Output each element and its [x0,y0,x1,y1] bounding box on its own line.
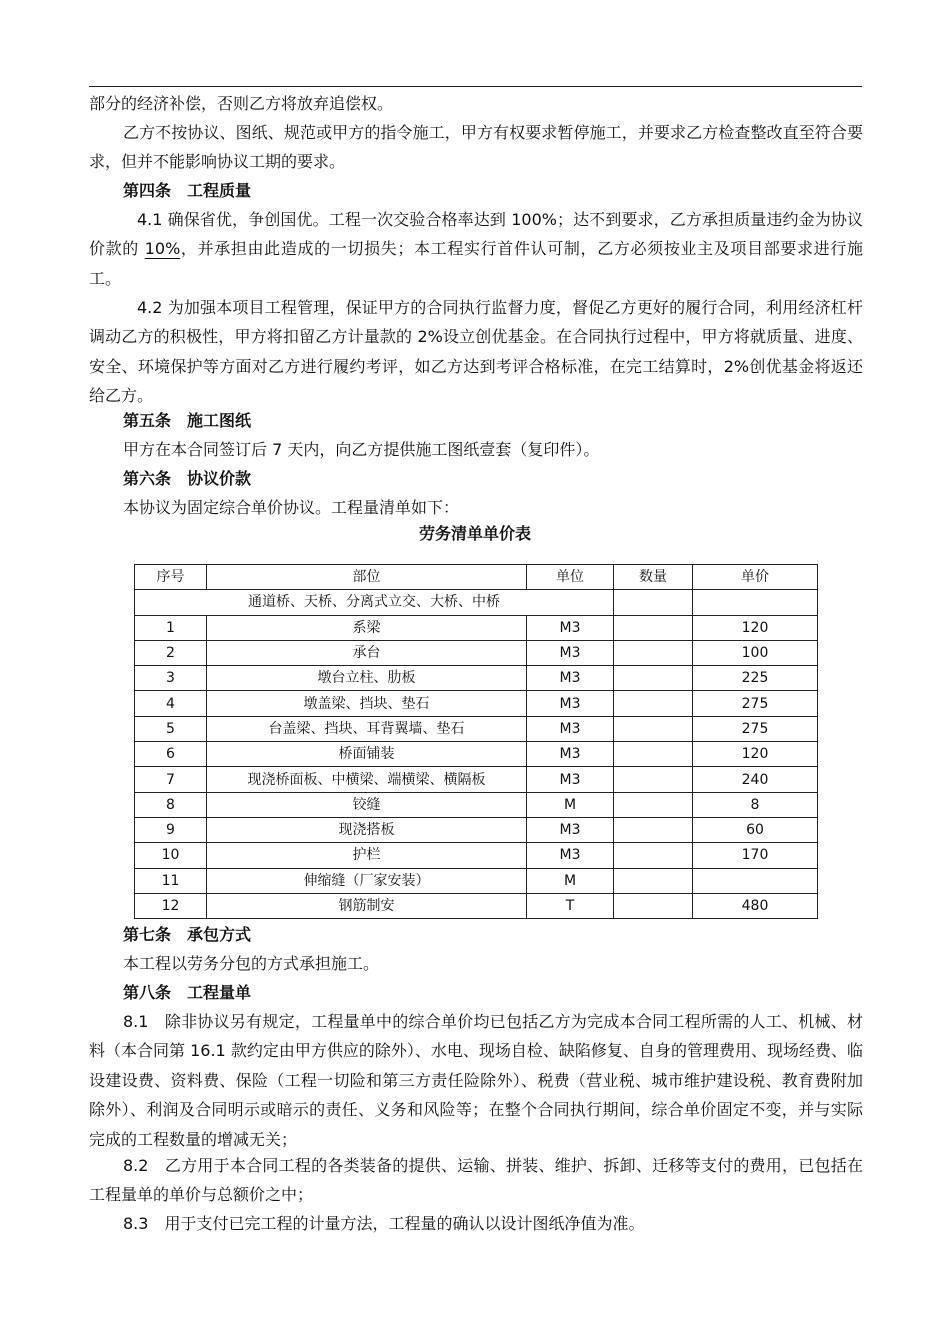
row-quantity [614,893,693,918]
row-price [693,868,818,893]
paragraph-6: 本协议为固定综合单价协议。工程量清单如下： [123,498,460,517]
row-index: 4 [135,691,207,716]
paragraph-4-1 [89,205,863,293]
row-price: 120 [693,615,818,640]
row-unit: M3 [527,716,614,741]
paragraph-8-1: 8.1 除非协议另有规定，工程量单中的综合单价均已包括乙方为完成本合同工程所需的人工、机械、材料（本合同第 16.1 款约定由甲方供应的除外）、水电、现场自检、缺陷修复、自身的管理费用、现场经费、临设建设费、资料费、保险（工程一切险和第三方责任险除外）、税费（营业税、城市维护建设税、教育费附加除外）、利润及合同明示或暗示的责任、义务和风险等；在整个合同执行期间，综合单价固定不变，并与实际完成的工程数量的增减无关； [89,1012,863,1149]
row-unit: M3 [527,817,614,842]
row-index: 11 [135,868,207,893]
paragraph-4-1-text-a: 4.1 确保省优，争创国优。工程一次交验合格率达到 100%；达不到要求，乙方承担质量违约金为协议价款的 [89,210,863,259]
row-quantity [614,615,693,640]
paragraph-stop-work: 乙方不按协议、图纸、规范或甲方的指令施工，甲方有权要求暂停施工，并要求乙方检查整改直至符合要求，但并不能影响协议工期的要求。 [89,123,863,172]
heading-article-6: 第六条 协议价款 [123,469,252,488]
row-part: 台盖梁、挡块、耳背翼墙、垫石 [207,716,527,741]
row-part: 桥面铺装 [207,742,527,767]
row-unit: M3 [527,691,614,716]
table-row [135,868,818,893]
row-price: 100 [693,640,818,665]
labor-price-table [134,564,818,919]
row-index: 7 [135,767,207,792]
row-part: 现浇搭板 [207,817,527,842]
row-index: 12 [135,893,207,918]
table-row [135,615,818,640]
paragraph-4-1-text-b: ，并承担由此造成的一切损失；本工程实行首件认可制，乙方必须按业主及项目部要求进行施工。 [89,239,863,288]
heading-article-7: 第七条 承包方式 [123,925,252,944]
row-unit: M [527,868,614,893]
header-rule [89,86,862,87]
table-row [135,716,818,741]
row-part: 铰缝 [207,792,527,817]
row-price: 60 [693,817,818,842]
row-part: 系梁 [207,615,527,640]
row-price: 240 [693,767,818,792]
row-unit: M3 [527,615,614,640]
row-price: 120 [693,742,818,767]
row-quantity [614,843,693,868]
table-group-row [135,590,818,615]
row-index: 2 [135,640,207,665]
table-row [135,767,818,792]
table-row [135,817,818,842]
paragraph-5: 甲方在本合同签订后 7 天内，向乙方提供施工图纸壹套（复印件）。 [123,440,600,459]
row-part: 墩盖梁、挡块、垫石 [207,691,527,716]
table-title: 劳务清单单价表 [418,524,531,543]
heading-article-4: 第四条 工程质量 [123,181,252,200]
row-unit: M3 [527,843,614,868]
row-unit: M3 [527,742,614,767]
paragraph-compensation: 部分的经济补偿，否则乙方将放弃追偿权。 [89,94,394,113]
row-unit: M3 [527,640,614,665]
row-index: 5 [135,716,207,741]
table-row [135,792,818,817]
row-unit: M3 [527,767,614,792]
row-price: 480 [693,893,818,918]
row-part: 伸缩缝（厂家安装） [207,868,527,893]
heading-article-5: 第五条 施工图纸 [123,411,252,430]
heading-article-8: 第八条 工程量单 [123,983,252,1002]
row-index: 8 [135,792,207,817]
table-header-row [135,565,818,590]
header-price: 单价 [693,565,818,590]
paragraph-7: 本工程以劳务分包的方式承担施工。 [123,954,380,973]
paragraph-4-2: 4.2 为加强本项目工程管理，保证甲方的合同执行监督力度，督促乙方更好的履行合同，利用经济杠杆调动乙方的积极性，甲方将扣留乙方计量款的 2%设立创优基金。在合同执行过程中，甲方将就质量、进度、安全、环境保护等方面对乙方进行履约考评，如乙方达到考评合格标准，在完工结算时，2%创优基金将返还给乙方。 [89,298,863,406]
table-row [135,691,818,716]
row-quantity [614,767,693,792]
row-part: 护栏 [207,843,527,868]
row-index: 10 [135,843,207,868]
header-unit: 单位 [527,565,614,590]
row-quantity [614,640,693,665]
table-row [135,640,818,665]
header-part: 部位 [207,565,527,590]
row-quantity [614,716,693,741]
group-label: 通道桥、天桥、分离式立交、大桥、中桥 [135,590,614,615]
table-row [135,742,818,767]
table-row [135,843,818,868]
row-price: 8 [693,792,818,817]
row-index: 6 [135,742,207,767]
row-index: 1 [135,615,207,640]
table-body [135,615,818,919]
row-quantity [614,742,693,767]
row-quantity [614,666,693,691]
row-price: 275 [693,691,818,716]
row-quantity [614,868,693,893]
row-price: 275 [693,716,818,741]
group-quantity [614,590,693,615]
row-part: 现浇桥面板、中横梁、端横梁、横隔板 [207,767,527,792]
row-index: 9 [135,817,207,842]
row-quantity [614,691,693,716]
row-index: 3 [135,666,207,691]
row-price: 170 [693,843,818,868]
row-unit: T [527,893,614,918]
row-unit: M [527,792,614,817]
header-quantity: 数量 [614,565,693,590]
row-quantity [614,817,693,842]
row-unit: M3 [527,666,614,691]
row-part: 墩台立柱、肋板 [207,666,527,691]
group-price [693,590,818,615]
row-part: 钢筋制安 [207,893,527,918]
table-row [135,893,818,918]
row-part: 承台 [207,640,527,665]
row-quantity [614,792,693,817]
paragraph-8-2: 8.2 乙方用于本合同工程的各类装备的提供、运输、拼装、维护、拆卸、迁移等支付的费用，已包括在工程量单的单价与总额价之中； [89,1156,863,1205]
paragraph-8-3: 8.3 用于支付已完工程的计量方法，工程量的确认以设计图纸净值为准。 [123,1214,645,1233]
header-index: 序号 [135,565,207,590]
row-price: 225 [693,666,818,691]
underlined-penalty-rate: 10% [144,239,181,259]
table-row [135,666,818,691]
